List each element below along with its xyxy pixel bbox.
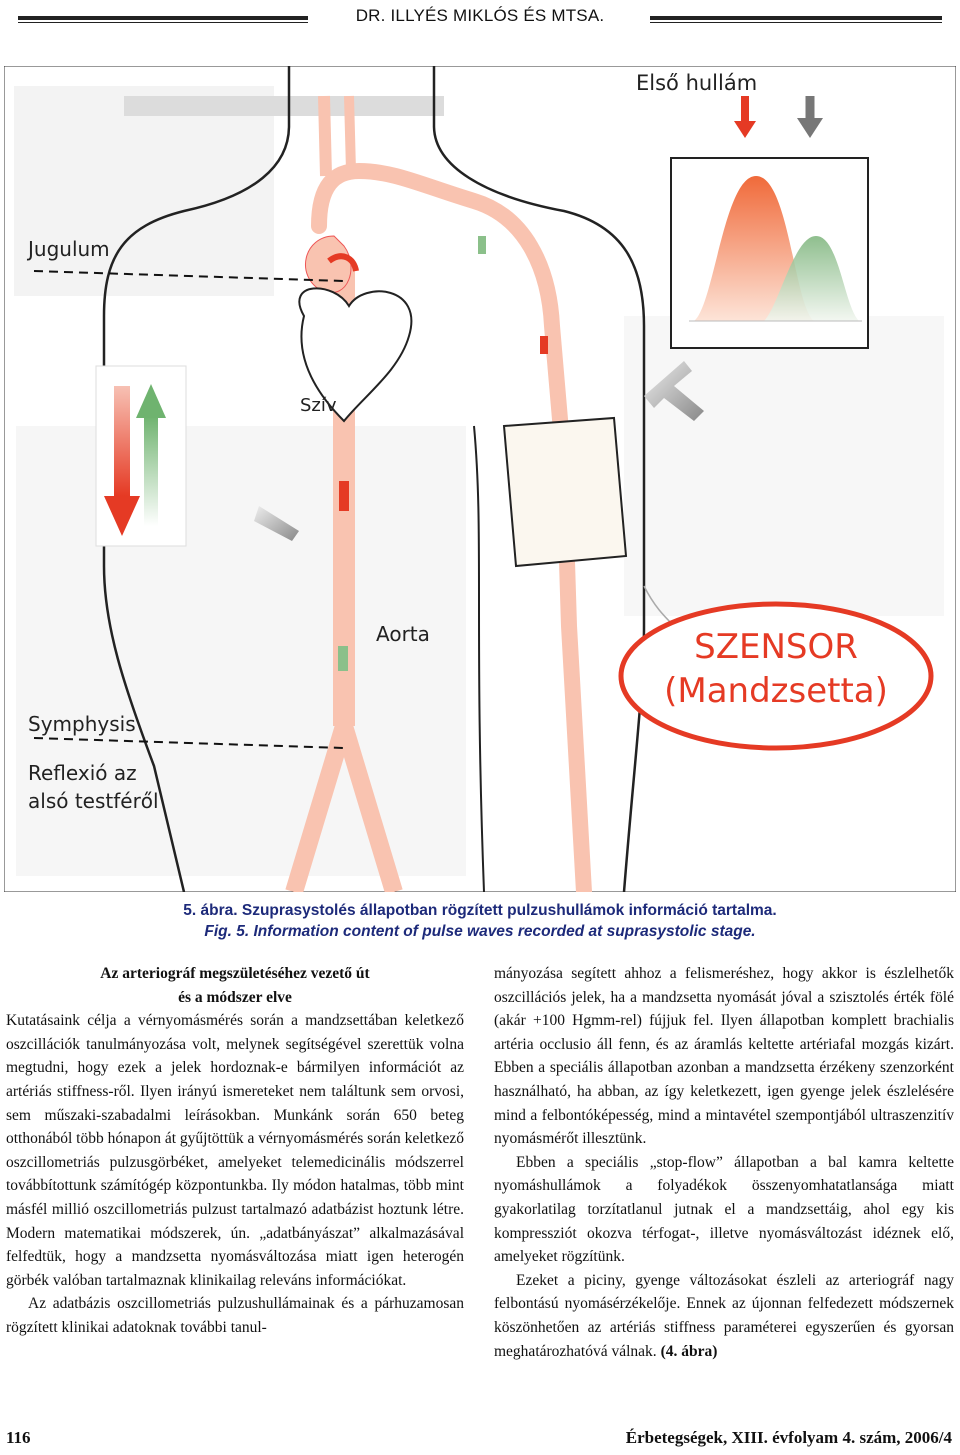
right-paragraph-3-text: Ezeket a piciny, gyenge változásokat észleli az arteriográf nagy felbontású nyomásérzékelője. Ennek az újonnan felfedezett módszernek köszönhetően az artériás stiffness paraméterei egyszerűen és gyorsan meghatározhatóvá válnak. [494, 1271, 954, 1360]
right-paragraph-1: mányozása segített ahhoz a felismeréshez, hogy akkor is észlelhetők oszcillációs jelek, ha a mandzsetta nyomását jóval a szisztolés érték fölé (akár +100 Hgmm-rel) fújjuk fel. Ilyen állapotban komplett brachialis artéria occlusio áll fenn, és az áramlás keltette artériafal mozgás kizárt. Ebben a speciális állapotban azonban a mandzsetta érzékeny szenzorként használható, ha abban, az így keletkezett, igen gyenge jelek észlelésére mind a felbontóképesség, mind a mintavétel szempontjából ultraszenzitív nyomásmérőt illesztünk. [494, 965, 954, 1148]
left-paragraph-1: Kutatásaink célja a vérnyomásmérés során a mandzsettában keletkező oszcillációk tanulmányozása volt, melynek segítségével szerettük volna megtudni, hogy ezek a jelek hordoznak-e bármilyen információt az artériás stiffness-ről. Ilyen irányú ismereteket nem találtunk sem orvosi, sem műszaki-szabadalmi leírásokban. Munkánk során 650 beteg otthonából több hónapon át gyűjtöttük a vérnyomásmérés során keletkező oszcillometriás pulzusgörbéket, amelyeket telemedicinális módszerrel továbbítottunk számítógép központunkba. Ily módon hatalmas, több mint másfél millió oszcillometriás pulzust tartalmazó adatbázist hoztunk létre. Modern matematikai módszerek, ún. „adatbányászat” alkalmazásával felfedtük, hogy a mandzsetta nyomásváltozása miatt igen heterogén görbék valóban tartalmaznak klinikailag releváns információkat. [6, 1012, 464, 1289]
figure-reference: (4. ábra) [660, 1342, 718, 1360]
reflection-label-line1: Reflexió az [28, 761, 137, 785]
header-rule-left-thin [18, 22, 308, 23]
page-header [0, 0, 960, 34]
caption-english: Fig. 5. Information content of pulse waves recorded at suprasystolic stage. [204, 923, 756, 940]
header-title: DR. ILLYÉS MIKLÓS ÉS MTSA. [355, 6, 605, 25]
left-column [6, 962, 464, 1340]
reflection-panel [96, 366, 186, 546]
caption-hungarian: 5. ábra. Szuprasystolés állapotban rögzített pulzushullámok információ tartalma. [183, 902, 777, 919]
aorta-arrow-down [339, 481, 349, 511]
background-banner [124, 96, 444, 116]
symphysis-label: Symphysis [28, 712, 136, 736]
header-rule-right [650, 16, 942, 20]
background-panel-top-left [14, 86, 274, 296]
sensor-label-line2: (Mandzsetta) [664, 671, 888, 711]
green-up-arrow-shaft [144, 416, 158, 526]
red-down-arrow-shaft [114, 386, 130, 496]
heart-label: Szív [300, 395, 337, 416]
section-heading-line2: és a módszer elve [178, 988, 292, 1006]
right-paragraph-2: Ebben a speciális „stop-flow” állapotban a bal kamra keltette nyomáshullámok a folyadékok összenyomhatatlansága miatt gyakorlatilag torzítatlanul jutnak el a mandzsettáig, ahol egy kis kompressziót okozva térfogat-, illetve nyomásváltozást idéznek elő, amelyeket rögzítünk. [494, 1153, 954, 1266]
aorta-label: Aorta [376, 622, 430, 646]
left-paragraph-2: Az adatbázis oszcillometriás pulzushullámainak és a párhuzamosan rögzített klinikai adatoknak további tanul- [6, 1295, 464, 1336]
carotid-artery [324, 96, 326, 176]
header-rule-left [18, 16, 308, 20]
header-rule-right-thin [650, 22, 942, 23]
page-number: 116 [6, 1428, 31, 1447]
page-footer [0, 1426, 960, 1452]
journal-info: Érbetegségek, XIII. évfolyam 4. szám, 2006/4 [625, 1428, 952, 1447]
aorta-arrow-up [338, 646, 348, 671]
figure-caption [0, 900, 960, 942]
arm-arrow-1 [540, 336, 548, 354]
reflection-label-line2: alsó testféről [28, 789, 159, 813]
right-column [494, 962, 954, 1363]
section-heading-line1: Az arteriográf megszületéséhez vezető út [100, 965, 370, 982]
cuff [504, 418, 626, 566]
background-panel-right [624, 316, 944, 616]
sensor-label-line1: SZENSOR [694, 627, 858, 667]
arm-arrow-2 [478, 236, 486, 254]
figure-illustration [4, 66, 956, 892]
wave-label: Első hullám [636, 71, 758, 95]
jugulum-label: Jugulum [28, 237, 110, 261]
right-paragraph-3 [494, 1269, 954, 1363]
carotid-artery-2 [349, 96, 351, 171]
